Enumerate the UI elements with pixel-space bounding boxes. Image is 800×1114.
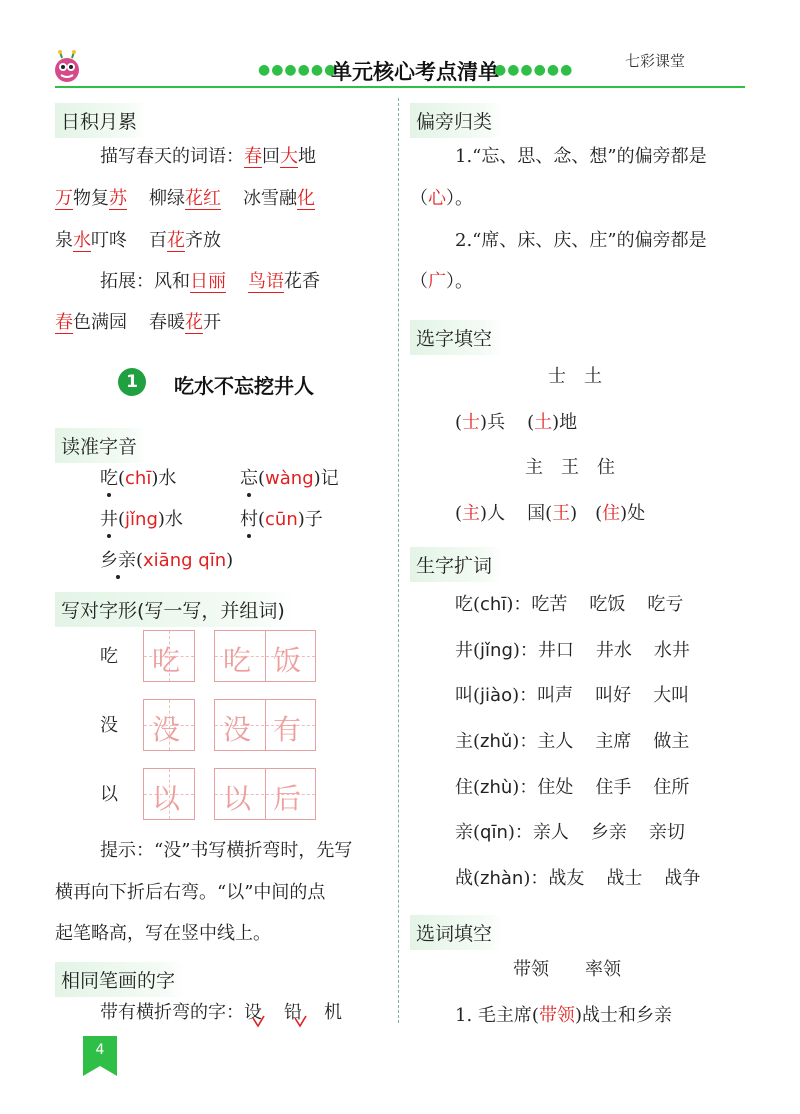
- header-dots-left: ●●●●●●: [258, 62, 338, 78]
- kuoci-row: 主(zhǔ)：主人 主席 做主: [455, 731, 690, 752]
- xuanzi-options-1: 士 土: [548, 366, 602, 387]
- pinyin-item-cun: 村(cūn)子: [240, 509, 323, 530]
- writing-grid: 没: [143, 699, 195, 751]
- writing-grid: 没 有: [214, 699, 316, 751]
- grid-label-mei: 没: [100, 715, 118, 736]
- section-title-xuanci: 选词填空: [410, 915, 502, 950]
- page-number: 4: [95, 1042, 105, 1058]
- kuoci-row: 井(jǐng)：井口 井水 水井: [455, 640, 690, 661]
- pinyin-item-jing: 井(jǐng)水: [100, 509, 183, 530]
- xuanci-q1: 1. 毛主席(带领)战士和乡亲: [455, 1005, 672, 1026]
- writing-grid: 以 后: [214, 768, 316, 820]
- xuanzi-row-1: (士)兵 (土)地: [455, 412, 578, 433]
- pianpang-a1: （心）。: [410, 188, 473, 209]
- section-title-riji: 日积月累: [55, 103, 147, 138]
- pinyin-item-wang: 忘(wàng)记: [240, 468, 339, 489]
- pianpang-q2: 2.“席、床、庆、庄”的偏旁都是: [455, 230, 707, 251]
- writing-grid: 以: [143, 768, 195, 820]
- riji-line-4: 拓展：风和日丽 鸟语花香: [100, 271, 320, 292]
- section-title-kuoci: 生字扩词: [410, 547, 502, 582]
- lesson-number-badge: 1: [118, 368, 146, 396]
- kuoci-row: 亲(qīn)：亲人 乡亲 亲切: [455, 822, 685, 843]
- riji-line-2: 万物复苏 柳绿花红 冰雪融化: [55, 188, 315, 209]
- kuoci-row: 叫(jiào)：叫声 叫好 大叫: [455, 685, 690, 706]
- xuanzi-row-2: (主)人 国(王) (住)处: [455, 503, 646, 524]
- lesson-title: 吃水不忘挖井人: [174, 374, 314, 398]
- section-title-xiezi: 写对字形(写一写，并组词): [55, 592, 295, 627]
- riji-line-5: 春色满园 春暖花开: [55, 312, 221, 333]
- grid-label-yi: 以: [100, 784, 118, 805]
- kuoci-row: 吃(chī)：吃苦 吃饭 吃亏: [455, 594, 684, 615]
- pianpang-q1: 1.“忘、思、念、想”的偏旁都是: [455, 146, 707, 167]
- kuoci-row: 住(zhù)：住处 住手 住所: [455, 777, 690, 798]
- bihua-line: 带有横折弯的字：设 铅 机: [100, 1002, 342, 1023]
- grid-label-chi: 吃: [100, 646, 118, 667]
- section-title-duzhun: 读准字音: [55, 428, 147, 463]
- tip-line-1: 提示：“没”书写横折弯时，先写: [100, 840, 353, 861]
- riji-line-3: 泉水叮咚 百花齐放: [55, 230, 221, 251]
- mascot-icon: [50, 50, 84, 84]
- riji-line-1: 描写春天的词语：春回大地: [100, 146, 316, 167]
- brand-label: 七彩课堂: [625, 52, 686, 70]
- tip-line-2: 横再向下折后右弯。“以”中间的点: [55, 882, 326, 903]
- header-rule: [55, 86, 745, 88]
- tip-line-3: 起笔略高，写在竖中线上。: [55, 923, 271, 944]
- pianpang-a2: （广）。: [410, 271, 473, 292]
- writing-grid: 吃 饭: [214, 630, 316, 682]
- xuanzi-options-2: 主 王 住: [525, 457, 615, 478]
- kuoci-row: 战(zhàn)：战友 战士 战争: [455, 868, 701, 889]
- header-dots-right: ●●●●●●: [494, 62, 574, 78]
- page-title: 单元核心考点清单: [331, 60, 499, 84]
- writing-grid: 吃: [143, 630, 195, 682]
- section-title-xuanzi: 选字填空: [410, 320, 502, 355]
- section-title-pianpang: 偏旁归类: [410, 103, 502, 138]
- xuanci-options: 带领 率领: [513, 959, 621, 980]
- section-title-bihua: 相同笔画的字: [55, 962, 185, 997]
- pinyin-item-chi: 吃(chī)水: [100, 468, 177, 489]
- pinyin-item-xiangqin: 乡亲(xiāng qīn): [100, 550, 234, 571]
- stroke-mark-icon: [250, 1014, 310, 1030]
- column-divider: [398, 98, 399, 1023]
